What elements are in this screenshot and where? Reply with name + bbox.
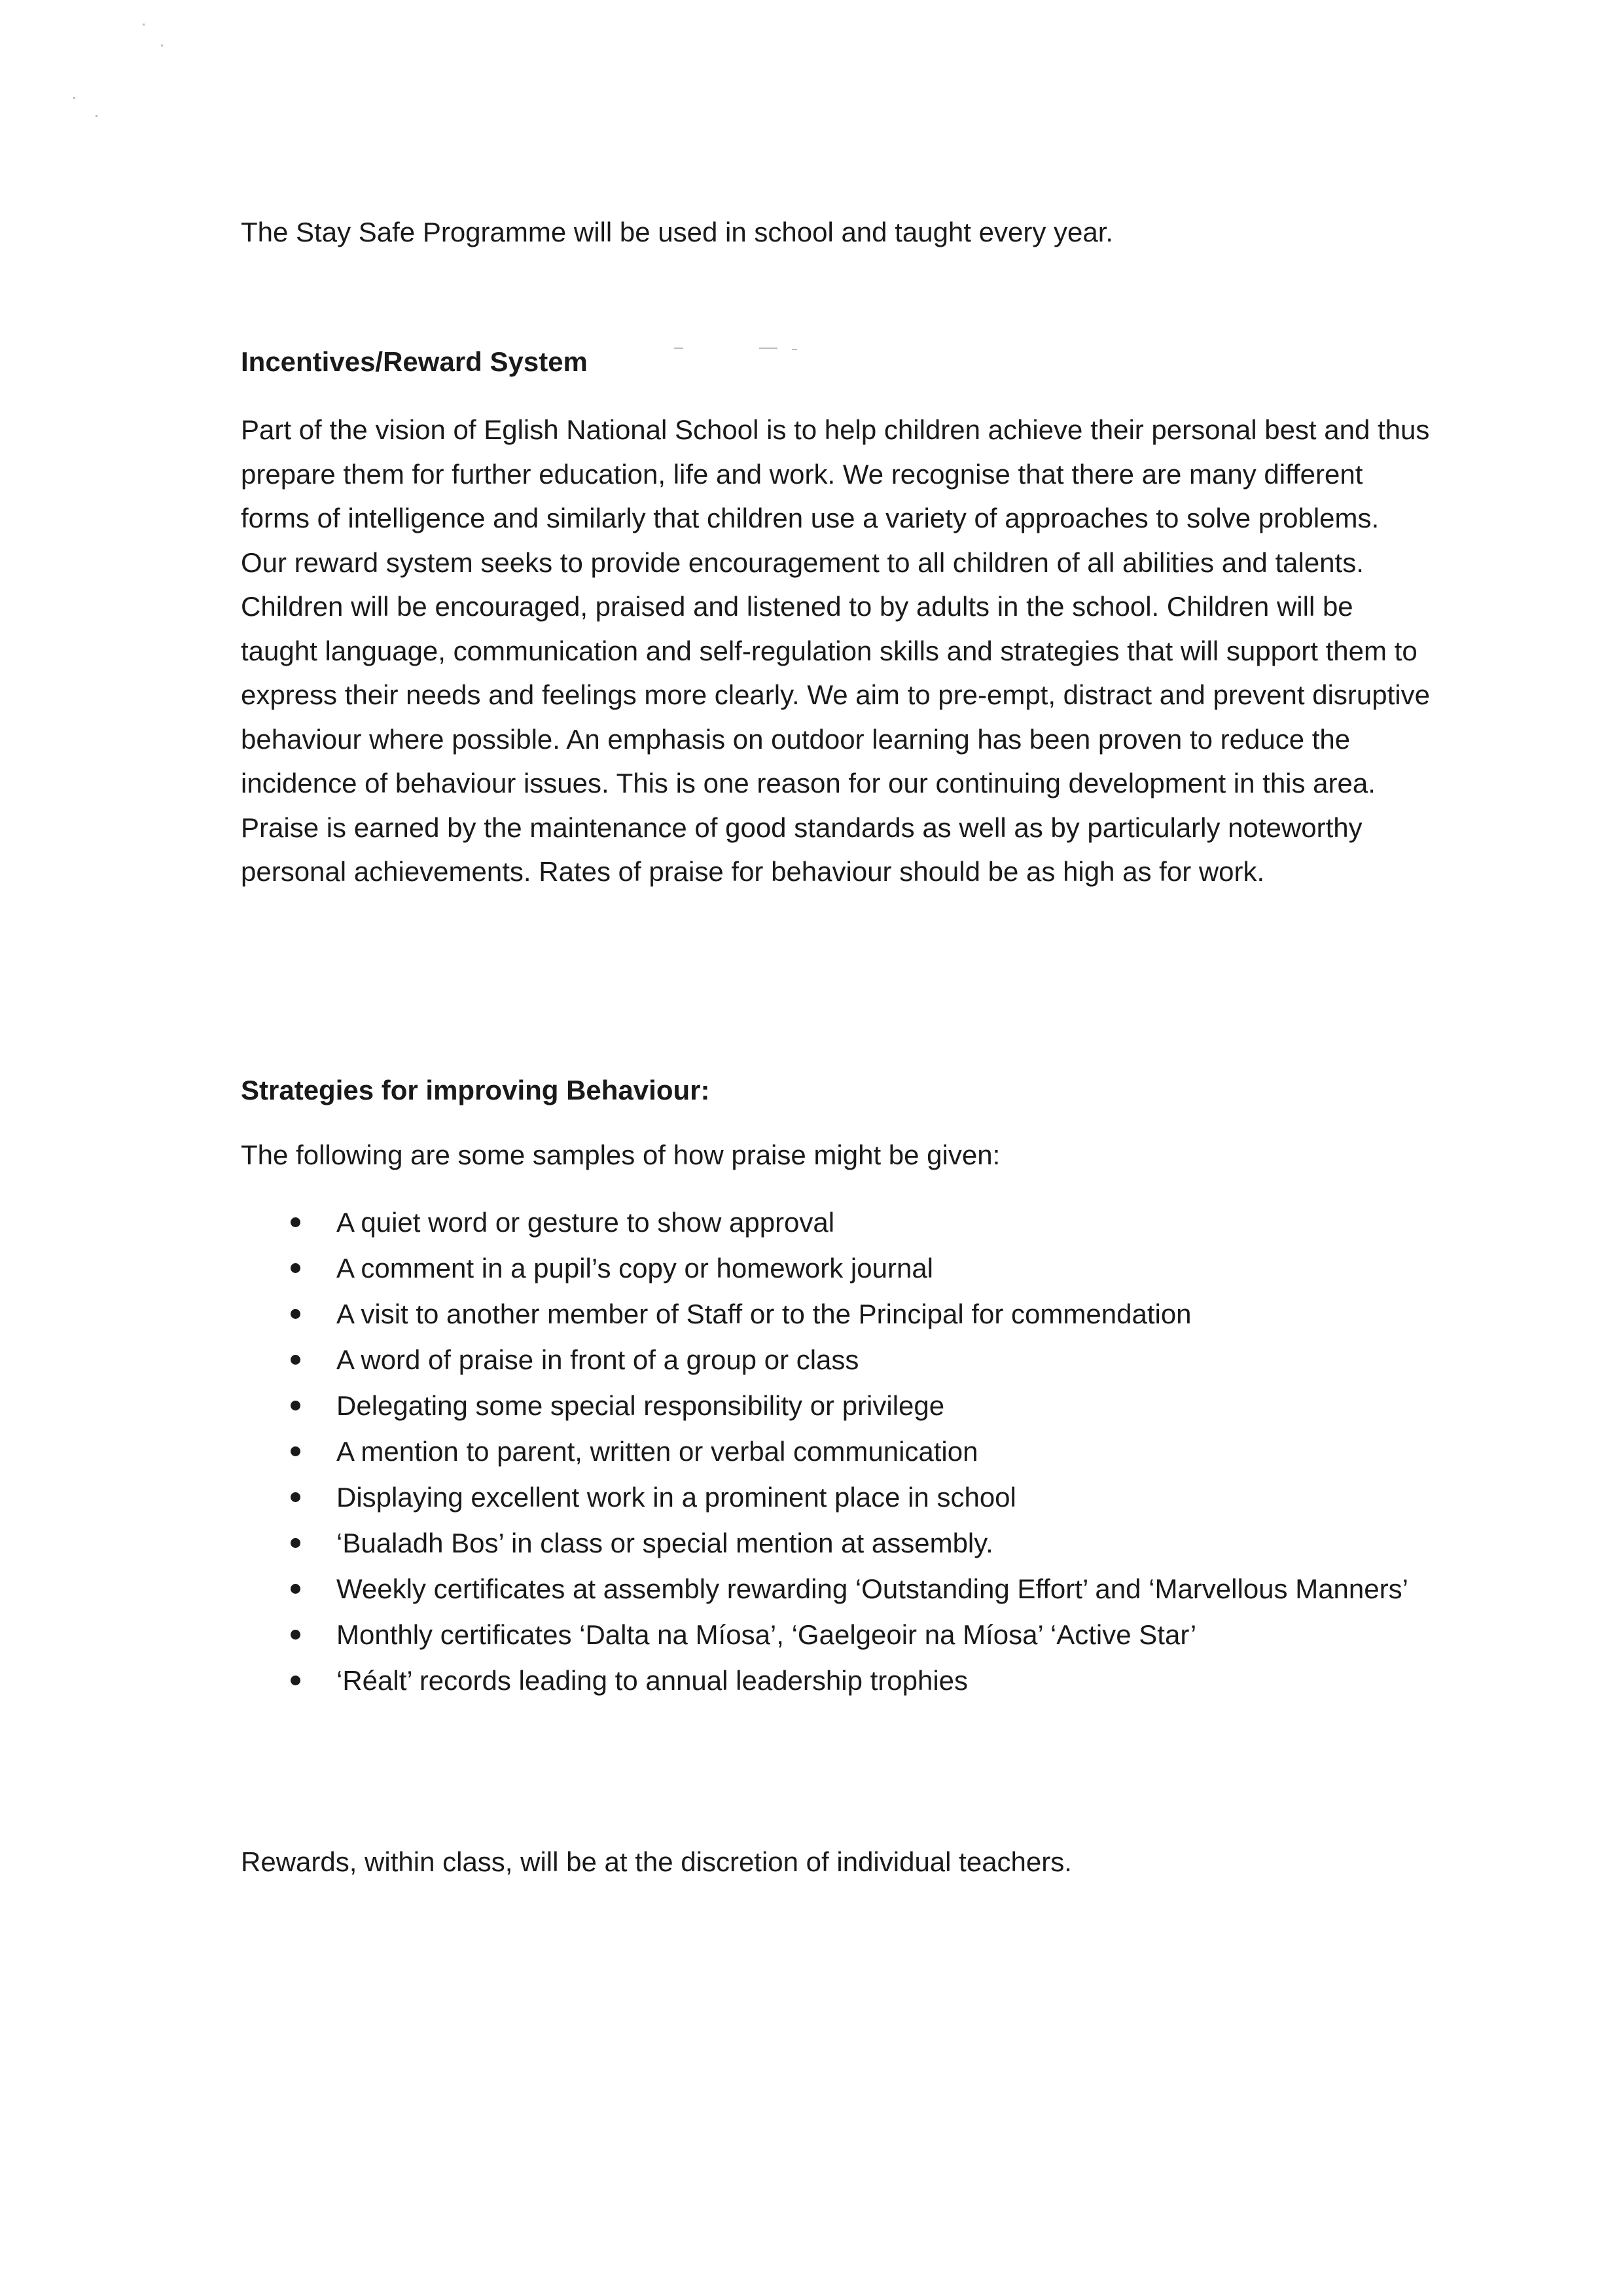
scan-speck: [161, 45, 163, 46]
list-item-text: A word of praise in front of a group or class: [336, 1344, 859, 1375]
list-item-text: Monthly certificates ‘Dalta na Míosa’, ‘Gaelgeoir na Míosa’ ‘Active Star’: [336, 1619, 1197, 1650]
list-item: [241, 1522, 1432, 1565]
bullet-icon: [291, 1401, 300, 1410]
bullet-icon: [291, 1263, 300, 1273]
bullet-icon: [291, 1676, 300, 1685]
list-item: [241, 1568, 1432, 1611]
closing-text: Rewards, within class, will be at the discretion of individual teachers.: [241, 1846, 1072, 1877]
list-item: [241, 1247, 1432, 1290]
incentives-heading: Incentives/Reward System: [241, 346, 588, 377]
list-item-text: ‘Réalt’ records leading to annual leadership trophies: [336, 1665, 969, 1696]
list-item-text: A mention to parent, written or verbal communication: [336, 1436, 978, 1467]
scan-speck: [674, 348, 683, 349]
strategies-lead: The following are some samples of how praise might be given:: [241, 1139, 1001, 1170]
strategies-heading: Strategies for improving Behaviour:: [241, 1075, 710, 1105]
scan-speck: [96, 115, 98, 117]
intro-text: The Stay Safe Programme will be used in school and taught every year.: [241, 217, 1114, 247]
bullet-icon: [291, 1309, 300, 1319]
bullet-icon: [291, 1584, 300, 1594]
scan-speck: [792, 349, 797, 350]
list-item-text: A visit to another member of Staff or to the Principal for commendation: [336, 1299, 1192, 1329]
list-item: [241, 1201, 1432, 1244]
scan-speck: [759, 348, 777, 349]
praise-list: [241, 1201, 1432, 1705]
bullet-icon: [291, 1217, 300, 1227]
list-item-text: Weekly certificates at assembly rewarding ‘Outstanding Effort’ and ‘Marvellous Manners’: [336, 1573, 1408, 1604]
list-item: [241, 1659, 1432, 1702]
list-item-text: ‘Bualadh Bos’ in class or special mention at assembly.: [336, 1528, 993, 1558]
bullet-icon: [291, 1538, 300, 1548]
list-item: [241, 1476, 1432, 1519]
list-item: [241, 1384, 1432, 1427]
list-item-text: Displaying excellent work in a prominent place in school: [336, 1482, 1016, 1513]
bullet-icon: [291, 1446, 300, 1456]
list-item: [241, 1613, 1432, 1657]
list-item: [241, 1338, 1432, 1382]
list-item: [241, 1430, 1432, 1473]
bullet-icon: [291, 1355, 300, 1365]
scan-speck: [73, 97, 75, 99]
bullet-icon: [291, 1630, 300, 1640]
incentives-paragraph: Part of the vision of Eglish National School is to help children achieve their personal best and thus prepare them for further education, life and work. We recognise that there are many different forms of intelligence and similarly that children use a variety of approaches to solve problems. Our reward system seeks to provide encouragement to all children of all abilities and talents. Children will be encouraged, praised and listened to by adults in the school. Children will be taught language, communication and self-regulation skills and strategies that will support them to express their needs and feelings more clearly. We aim to pre-empt, distract and prevent disruptive behaviour where possible. An emphasis on outdoor learning has been proven to reduce the incidence of behaviour issues. This is one reason for our continuing development in this area. Praise is earned by the maintenance of good standards as well as by particularly noteworthy personal achievements. Rates of praise for behaviour should be as high as for work.: [241, 414, 1430, 887]
list-item-text: A comment in a pupil’s copy or homework journal: [336, 1253, 934, 1283]
list-item-text: A quiet word or gesture to show approval: [336, 1207, 835, 1238]
bullet-icon: [291, 1492, 300, 1502]
list-item: [241, 1293, 1432, 1336]
list-item-text: Delegating some special responsibility or privilege: [336, 1390, 945, 1421]
scan-speck: [143, 24, 145, 26]
